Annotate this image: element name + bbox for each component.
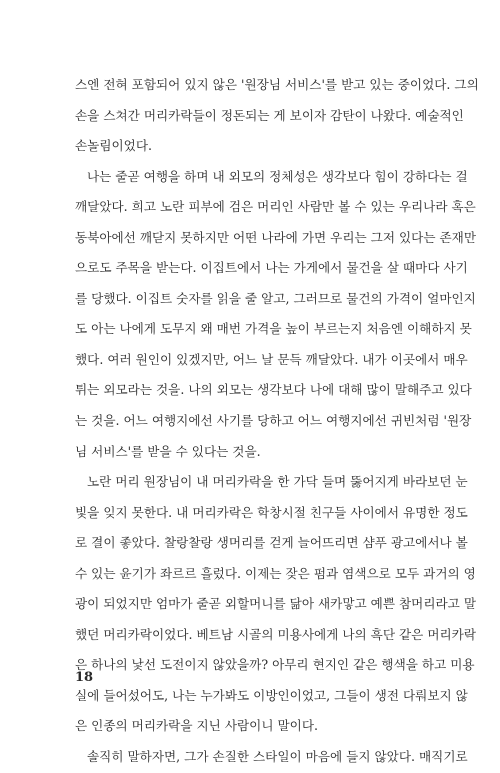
text-line: 실에 들어섰어도, 나는 누가봐도 이방인이었고, 그들이 생전 다뤄보지 않	[75, 687, 468, 703]
text-line: 는 것을. 어느 여행지에선 사기를 당하고 어느 여행지에선 귀빈처럼 '원장	[75, 413, 472, 429]
text-line: 했던 머리카락이었다. 베트남 시골의 미용사에게 나의 흑단 같은 머리카락	[75, 626, 476, 642]
text-line: 노란 머리 원장님이 내 머리카락을 한 가닥 들며 뚫어지게 바라보던 눈	[87, 474, 468, 490]
text-line: 깨달았다. 희고 노란 피부에 검은 머리인 사람만 볼 수 있는 우리나라 혹은	[75, 199, 476, 215]
text-line: 했다. 여러 원인이 있겠지만, 어느 날 문득 깨달았다. 내가 이곳에서 매우	[75, 351, 468, 367]
text-line: 은 인종의 머리카락을 지닌 사람이니 말이다.	[75, 718, 318, 734]
text-line: 빛을 잊지 못한다. 내 머리카락은 학창시절 친구들 사이에서 유명한 정도	[75, 504, 468, 520]
text-line: 님 서비스'를 받을 수 있다는 것을.	[75, 443, 261, 459]
text-line: 튀는 외모라는 것을. 나의 외모는 생각보다 나에 대해 많이 말해주고 있다	[75, 382, 472, 398]
text-line: 도 아는 나에게 도무지 왜 매번 가격을 높이 부르는지 처음엔 이해하지 못	[75, 321, 472, 337]
text-line: 로 결이 좋았다. 찰랑찰랑 생머리를 걷게 늘어뜨리면 샴푸 광고에서나 볼	[75, 535, 468, 551]
text-line: 스엔 전혀 포함되어 있지 않은 '원장님 서비스'를 받고 있는 중이었다. 그의	[75, 77, 479, 92]
text-line: 를 당했다. 이집트 숫자를 읽을 줄 알고, 그러므로 물건의 가격이 얼마인지	[75, 290, 476, 306]
text-line: 나는 줄곧 여행을 하며 내 외모의 정체성은 생각보다 힘이 강하다는 걸	[87, 168, 468, 184]
text-line: 동북아에선 깨닫지 못하지만 어떤 나라에 가면 우리는 그저 있다는 존재만	[75, 229, 476, 245]
text-line: 손놀림이었다.	[75, 138, 152, 154]
text-line: 솔직히 말하자면, 그가 손질한 스타일이 마음에 들지 않았다. 매직기로	[87, 749, 468, 765]
text-line: 광이 되었지만 엄마가 줄곧 외할머니를 닮아 새카맣고 예쁜 참머리라고 말	[75, 596, 476, 612]
page-number: 18	[75, 670, 94, 685]
body-text	[75, 70, 479, 773]
text-line: 손을 스쳐간 머리카락들이 정돈되는 게 보이자 감탄이 나왔다. 예술적인	[75, 107, 464, 123]
text-line: 수 있는 윤기가 좌르르 흘렀다. 이제는 잦은 펌과 염색으로 모두 과거의 영	[75, 565, 476, 581]
text-line: 은 하나의 낯선 도전이지 않았을까? 아무리 현지인 같은 행색을 하고 미용	[75, 657, 475, 673]
text-line: 으로도 주목을 받는다. 이집트에서 나는 가게에서 물건을 살 때마다 사기	[75, 260, 468, 276]
